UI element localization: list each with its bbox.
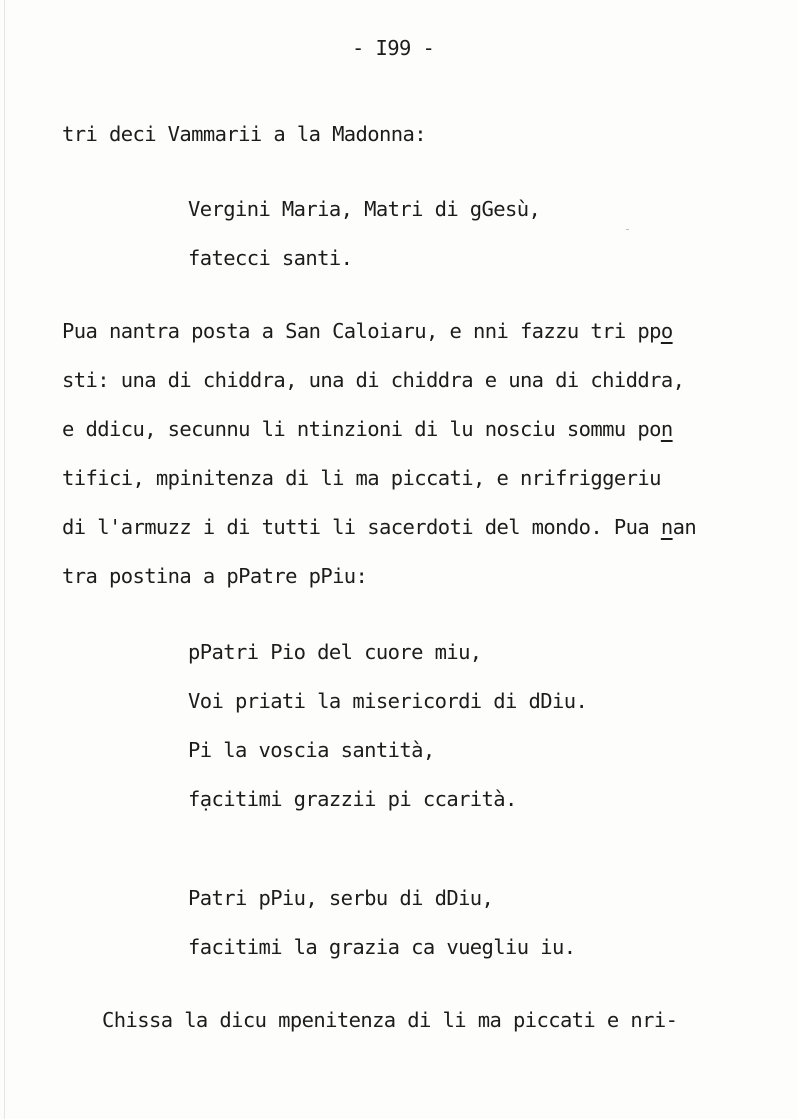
text-run: e ddicu, secunnu li ntinzioni di lu nosciu sommu po: [62, 417, 661, 441]
paragraph-2-line-5: [62, 515, 696, 539]
paragraph-2-line-3: [62, 417, 673, 441]
scan-speck: [626, 229, 629, 230]
verse-2-line-3: Pi la voscia santità,: [188, 738, 435, 762]
verse-2-line-4: fạcitimi grazzii pi ccarità.: [188, 787, 517, 811]
page-number: - I99 -: [352, 36, 435, 60]
verse-2-line-2: Voi priati la misericordi di dDiu.: [188, 689, 588, 713]
text-run: Pua nantra posta a San Caloiaru, e nni fazzu tri pp: [62, 319, 661, 343]
underlined-text: n: [660, 417, 673, 441]
verse-3-line-2: facitimi la grazia ca vuegliu iu.: [188, 935, 576, 959]
text-run: an: [672, 515, 697, 539]
paragraph-2-line-2: sti: una di chiddra, una di chiddra e una di chiddra,: [62, 368, 685, 392]
paragraph-2-line-1: [62, 319, 673, 343]
closing-line: Chissa la dicu mpenitenza di li ma piccati e nri-: [102, 1008, 678, 1032]
underlined-text: o: [660, 319, 673, 343]
paragraph-1: tri deci Vammarii a la Madonna:: [62, 122, 427, 146]
underlined-text: n: [660, 515, 673, 539]
verse-1-line-1: Vergini Maria, Matri di gGesù,: [188, 197, 541, 221]
paragraph-2-line-4: tifici, mpinitenza di li ma piccati, e nrifriggeriu: [62, 466, 661, 490]
verse-3-line-1: Patri pPiu, serbu di dDiu,: [188, 886, 494, 910]
paragraph-2-line-6: tra postina a pPatre pPiu:: [62, 564, 368, 588]
scan-edge: [4, 0, 5, 1119]
text-run: di l'armuzz i di tutti li sacerdoti del mondo. Pua: [62, 515, 661, 539]
verse-2-line-1: pPatri Pio del cuore miu,: [188, 640, 482, 664]
verse-1-line-2: fatecci santi.: [188, 246, 353, 270]
